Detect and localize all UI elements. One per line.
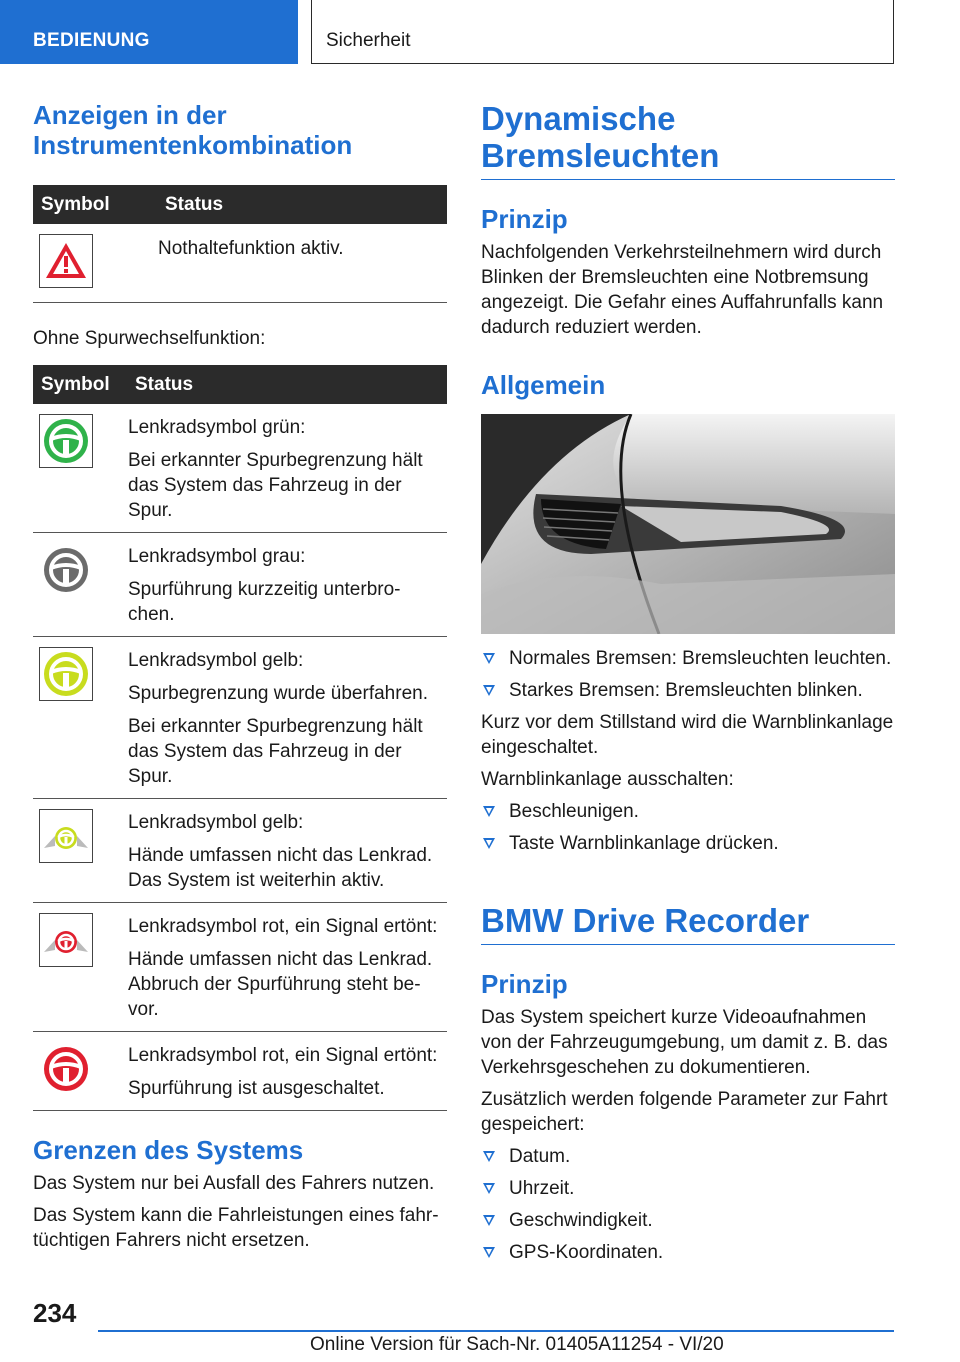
status-text: Hände umfassen nicht das Lenkrad. Das System ist weiterhin aktiv. [128, 845, 433, 891]
chapter-label: BEDIENUNG [33, 30, 150, 51]
limits-text-2: Das System kann die Fahrleistungen eines fahr-tüchtigen Fahrers nicht ersetzen. [33, 1205, 439, 1251]
limits-heading: Grenzen des Systems [33, 1135, 304, 1165]
footer-online-version: Online Version für Sach-Nr. 01405A11254 - VI/20 [310, 1334, 724, 1355]
principle-text: Nachfolgenden Verkehrsteilnehmern wird durch Blinken der Bremsleuchten eine Notbremsung angezeigt. Die Gefahr eines Auffahrunfalls kann dadurch reduziert werden. [481, 242, 884, 338]
list-item: GPS-Koordinaten. [481, 1240, 895, 1265]
footer-divider [98, 1330, 894, 1332]
status-title: Lenkradsymbol rot, ein Signal ertönt: [128, 916, 438, 937]
status-title: Lenkradsymbol grau: [128, 546, 306, 567]
status-text: Bei erkannter Spurbegrenzung hält das System das Fahrzeug in der Spur. [128, 716, 423, 787]
intro-text: Ohne Spurwechselfunktion: [33, 328, 266, 349]
list-item: Starkes Bremsen: Bremsleuchten blinken. [481, 678, 895, 703]
steering-wheel-green-icon [39, 414, 93, 468]
status-text: Spurführung kurzzeitig unterbro-chen. [128, 579, 401, 625]
section-label: Sicherheit [326, 30, 411, 51]
table-header-row [33, 185, 447, 224]
status-title: Lenkradsymbol gelb: [128, 812, 304, 833]
list-item: Beschleunigen. [481, 799, 895, 824]
general-heading: Allgemein [481, 370, 606, 400]
list-item: Taste Warnblinkanlage drücken. [481, 831, 895, 856]
left-column [33, 100, 447, 1253]
principle2-text: Das System speichert kurze Videoaufnahmen von der Fahrzeugumgebung, um damit z. B. das Verkehrsgeschehen zu dokumentieren. [481, 1007, 888, 1078]
params-text: Zusätzlich werden folgende Parameter zur Fahrt gespeichert: [481, 1089, 888, 1135]
table-row [33, 799, 447, 903]
chapter-tab [0, 0, 298, 64]
status-table-2 [33, 365, 447, 1111]
table-row [33, 637, 447, 799]
column-header-symbol: Symbol [33, 365, 127, 404]
status-table-1 [33, 185, 447, 303]
status-title: Lenkradsymbol grün: [128, 417, 306, 438]
braking-list [481, 646, 895, 703]
steering-wheel-red-icon [39, 1042, 93, 1096]
table-row [33, 1032, 447, 1111]
hands-on-wheel-red-icon [39, 913, 93, 967]
right-column [481, 100, 895, 1272]
status-text: Spurbegrenzung wurde überfahren. [128, 683, 428, 704]
hands-on-wheel-yellow-icon [39, 809, 93, 863]
display-heading: Anzeigen in der Instrumentenkombination [33, 100, 353, 160]
table-row [33, 903, 447, 1032]
column-header-status: Status [157, 185, 447, 224]
params-list [481, 1144, 895, 1265]
list-item: Datum. [481, 1144, 895, 1169]
page-number: 234 [33, 1298, 77, 1328]
drive-recorder-heading: BMW Drive Recorder [481, 902, 895, 945]
table-row [33, 533, 447, 637]
principle2-heading: Prinzip [481, 969, 568, 999]
steering-wheel-grey-icon [39, 543, 93, 597]
status-text: Bei erkannter Spurbegrenzung hält das System das Fahrzeug in der Spur. [128, 450, 423, 521]
principle-heading: Prinzip [481, 204, 568, 234]
status-text: Spurführung ist ausgeschaltet. [128, 1078, 385, 1099]
table-row [33, 224, 447, 303]
tail-light-photo [481, 414, 895, 634]
status-text: Nothaltefunktion aktiv. [158, 238, 344, 259]
column-header-symbol: Symbol [33, 185, 157, 224]
limits-text-1: Das System nur bei Ausfall des Fahrers nutzen. [33, 1173, 435, 1194]
steering-wheel-yellow-icon [39, 647, 93, 701]
list-item: Geschwindigkeit. [481, 1208, 895, 1233]
status-title: Lenkradsymbol rot, ein Signal ertönt: [128, 1045, 438, 1066]
section-header [311, 0, 894, 64]
list-item: Normales Bremsen: Bremsleuchten leuchten. [481, 646, 895, 671]
table-header-row [33, 365, 447, 404]
status-text: Hände umfassen nicht das Lenkrad. Abbruch der Spurführung steht be-vor. [128, 949, 433, 1020]
warning-triangle-icon [39, 234, 93, 288]
hazard-off-text: Warnblinkanlage ausschalten: [481, 769, 734, 790]
column-header-status: Status [127, 365, 447, 404]
standstill-text: Kurz vor dem Stillstand wird die Warnblinkanlage eingeschaltet. [481, 712, 894, 758]
status-title: Lenkradsymbol gelb: [128, 650, 304, 671]
list-item: Uhrzeit. [481, 1176, 895, 1201]
hazard-list [481, 799, 895, 856]
table-row [33, 404, 447, 533]
brake-lights-heading: Dynamische Bremsleuchten [481, 100, 895, 180]
